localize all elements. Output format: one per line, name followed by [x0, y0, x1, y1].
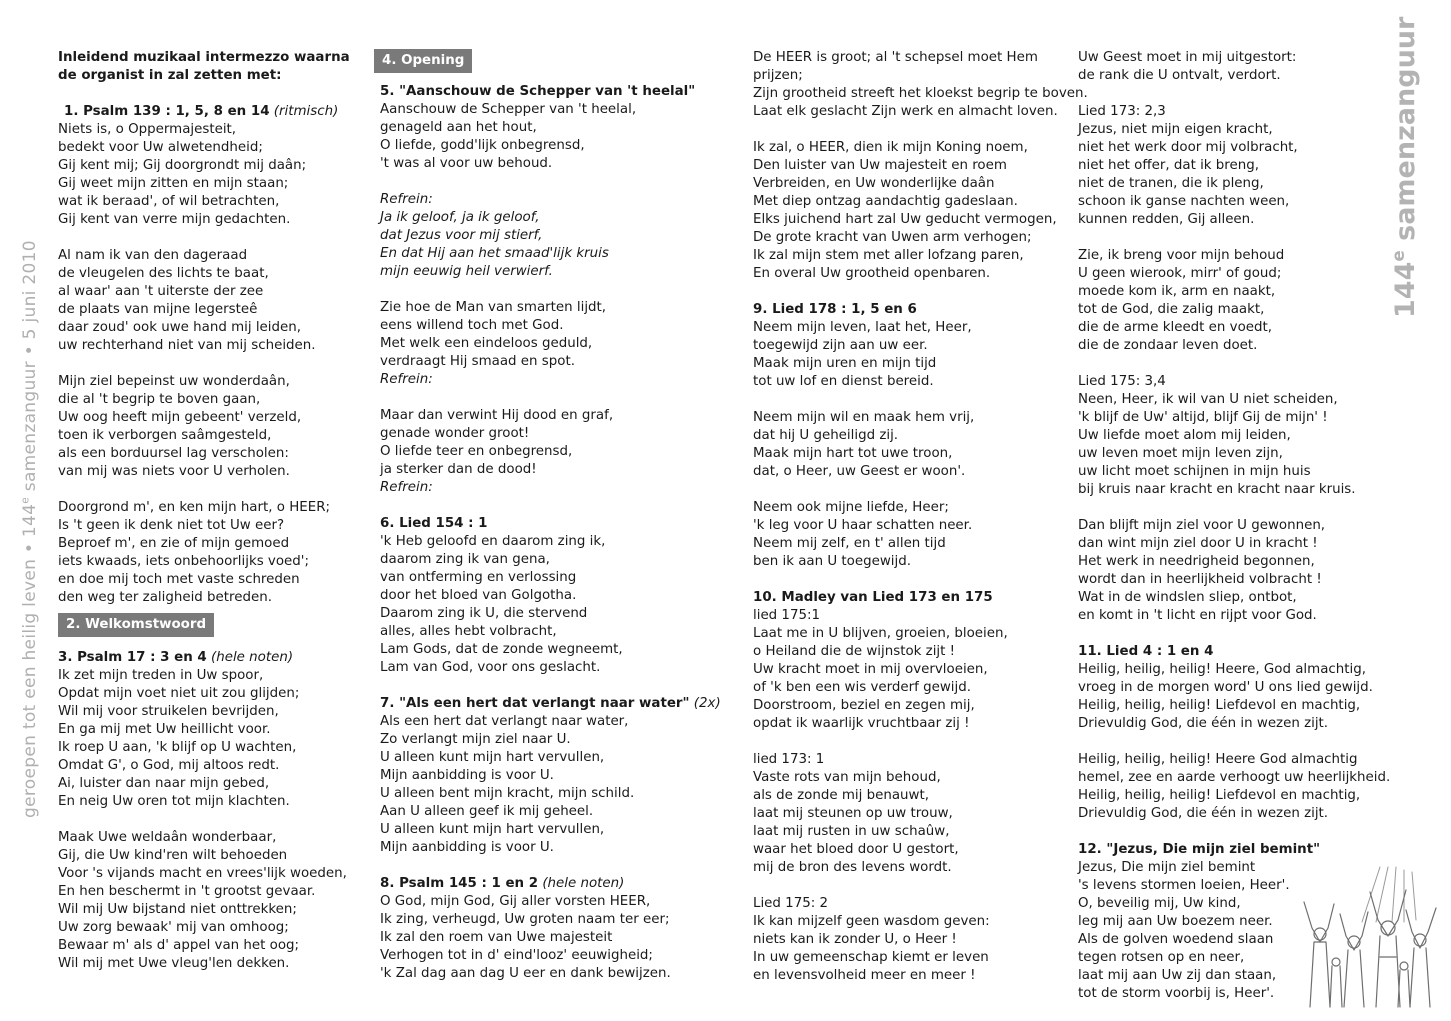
- lyric-line: Neem ook mijne liefde, Heer;: [753, 500, 949, 515]
- lyric-line: Neem mijn leven, laat het, Heer,: [753, 320, 972, 335]
- lyric-line: Mijn ziel bepeinst uw wonderdaân,: [58, 374, 290, 389]
- column-3: [753, 49, 1088, 985]
- lyric-line: en komt in 't licht en rijpt voor God.: [1078, 608, 1317, 623]
- lyric-line: Lam van God, voor ons geslacht.: [380, 660, 601, 675]
- lyric-line: Ik kan mijzelf geen wasdom geven:: [753, 914, 990, 929]
- verse: [753, 499, 1088, 571]
- side-caption-number: 144: [20, 503, 40, 538]
- lyric-line: Opdat mijn voet niet uit zou glijden;: [58, 686, 300, 701]
- lyric-line: de plaats van mijne legersteê: [58, 302, 258, 317]
- lyric-line: Wil mij Uw bijstand niet onttrekken;: [58, 902, 297, 917]
- lyric-line: opdat ik waarlijk vruchtbaar zij !: [753, 716, 970, 731]
- section-heading-welkomstwoord: 2. Welkomstwoord: [58, 613, 214, 637]
- lyric-line: Heilig, heilig, heilig! Heere, God almachtig,: [1078, 662, 1366, 677]
- side-caption-part1: geroepen tot een heilig leven: [20, 558, 40, 818]
- lyric-line: mij de bron des levens wordt.: [753, 860, 952, 875]
- lyric-line: Ja ik geloof, ja ik geloof,: [380, 210, 540, 225]
- lyric-line: Gij weet mijn zitten en mijn staan;: [58, 176, 289, 191]
- lyric-line: tot de God, die zalig maakt,: [1078, 302, 1265, 317]
- lyric-line: 's levens stormen loeien, Heer'.: [1078, 878, 1290, 893]
- verse: [58, 247, 350, 355]
- lyric-line: ja sterker dan de dood!: [380, 462, 537, 477]
- lyric-line: daarom zing ik van gena,: [380, 552, 550, 567]
- lyric-line: Maar dan verwint Hij dood en graf,: [380, 408, 614, 423]
- lyric-line: Ik zal den roem van Uwe majesteit: [380, 930, 613, 945]
- lyric-line: Voor 's vijands macht en vrees'lijk woeden,: [58, 866, 347, 881]
- lyric-line: Niets is, o Oppermajesteit,: [58, 122, 237, 137]
- lyric-line: uw leven moet mijn leven zijn,: [1078, 446, 1283, 461]
- lyric-line: tot uw lof en dienst bereid.: [753, 374, 934, 389]
- song-title-7: [380, 695, 721, 713]
- lyric-line: hemel, zee en aarde verhoogt uw heerlijkheid.: [1078, 770, 1391, 785]
- lyric-line: Doorstroom, beziel en zegen mij,: [753, 698, 975, 713]
- worship-illustration-icon: [1292, 862, 1442, 1012]
- lyric-line: Uw zorg bewaak' mij van omhoog;: [58, 920, 289, 935]
- song-title-12: 12. "Jezus, Die mijn ziel bemint": [1078, 842, 1321, 857]
- lyric-line: Maak mijn hart tot uwe troon,: [753, 446, 953, 461]
- lyric-line: Is 't geen ik denk niet tot Uw eer?: [58, 518, 285, 533]
- lyric-line: die al 't begrip te boven gaan,: [58, 392, 261, 407]
- lyric-line: verdraagt Hij smaad en spot.: [380, 354, 575, 369]
- lyric-line: dat hij U geheiligd zij.: [753, 428, 899, 443]
- lyric-line: kunnen redden, Gij alleen.: [1078, 212, 1255, 227]
- lyric-line: daar zoud' ook uwe hand mij leiden,: [58, 320, 301, 335]
- verse: [1078, 121, 1390, 229]
- lyric-line: bedekt voor Uw alwetendheid;: [58, 140, 263, 155]
- lyric-line: die de zondaar leven doet.: [1078, 338, 1258, 353]
- verse: [1078, 661, 1390, 733]
- song-title-8: [380, 875, 721, 893]
- verse: [58, 499, 350, 607]
- lyric-line: uw rechterhand niet van mij scheiden.: [58, 338, 316, 353]
- lyric-line: niet het offer, dat ik breng,: [1078, 158, 1259, 173]
- lyric-line: wordt dan in heerlijkheid volbracht !: [1078, 572, 1322, 587]
- side-caption-separator: •: [20, 542, 40, 554]
- lyric-line: toegewijd zijn aan uw eer.: [753, 338, 928, 353]
- lyric-line: dat, o Heer, uw Geest er woon'.: [753, 464, 966, 479]
- lyric-line: niet het werk door mij volbracht,: [1078, 140, 1298, 155]
- lyric-line: niets kan ik zonder U, o Heer !: [753, 932, 957, 947]
- lyric-line: wat ik beraad', of wil betrachten,: [58, 194, 280, 209]
- lyric-line: mijn eeuwig heil verwierf.: [380, 264, 553, 279]
- verse: [380, 893, 721, 983]
- sub-song-label: Lied 175: 3,4: [1078, 374, 1166, 389]
- lyric-line: O God, mijn God, Gij aller vorsten HEER,: [380, 894, 651, 909]
- side-caption-date: 5 juni 2010: [20, 240, 40, 340]
- lyric-line: 't was al voor uw behoud.: [380, 156, 553, 171]
- lyric-line: De HEER is groot; al 't schepsel moet Hem: [753, 50, 1038, 65]
- lyric-line: Uw Geest moet in mij uitgestort:: [1078, 50, 1297, 65]
- verse: [753, 319, 1088, 391]
- lyric-line: de vleugelen des lichts te baat,: [58, 266, 269, 281]
- column-4: [1078, 49, 1390, 1003]
- lyric-line: Als een hert dat verlangt naar water,: [380, 714, 629, 729]
- side-caption-superscript: e: [19, 496, 32, 504]
- verse: [753, 625, 1088, 733]
- lyric-line: Jezus, Die mijn ziel bemint: [1078, 860, 1256, 875]
- lyric-line: Verbreiden, en Uw wonderlijke daân: [753, 176, 995, 191]
- lyric-line: Zijn grootheid streeft het kloekst begrip te boven.: [753, 86, 1088, 101]
- lyric-line: tegen rotsen op en neer,: [1078, 950, 1245, 965]
- lyric-line: van mij was niets voor U verholen.: [58, 464, 290, 479]
- lyric-line: Gij kent mij; Gij doorgrondt mij daân;: [58, 158, 307, 173]
- lyric-line: laat mij steunen op uw trouw,: [753, 806, 953, 821]
- side-caption-separator: •: [20, 345, 40, 356]
- lyric-line: Met welk een eindeloos geduld,: [380, 336, 593, 351]
- sub-song-label: lied 173: 1: [753, 752, 825, 767]
- lyric-line: Met diep ontzag aandachtig gadeslaan.: [753, 194, 1018, 209]
- lyric-line: Gij kent van verre mijn gedachten.: [58, 212, 291, 227]
- verse: [58, 829, 350, 973]
- lyric-line: Beproef m', en zie of mijn gemoed: [58, 536, 290, 551]
- intro-text: [58, 49, 350, 85]
- lyric-line: Neen, Heer, ik wil van U niet scheiden,: [1078, 392, 1338, 407]
- lyric-line: En ga mij met Uw heillicht voor.: [58, 722, 271, 737]
- lyric-line: En hen beschermt in 't grootst gevaar.: [58, 884, 316, 899]
- lyric-line: Vaste rots van mijn behoud,: [753, 770, 941, 785]
- lyric-line: Uw liefde moet alom mij leiden,: [1078, 428, 1291, 443]
- lyric-line: Al nam ik van den dageraad: [58, 248, 248, 263]
- lyric-line: Elks juichend hart zal Uw geducht vermogen,: [753, 212, 1057, 227]
- song-title-10: 10. Madley van Lied 173 en 175: [753, 590, 993, 605]
- lyric-line: Ik roep U aan, 'k blijf op U wachten,: [58, 740, 297, 755]
- lyric-line: toen ik verborgen saâmgesteld,: [58, 428, 272, 443]
- lyric-line: en levensvolheid meer en meer !: [753, 968, 976, 983]
- verse: [1078, 49, 1390, 85]
- lyric-line: Heilig, heilig, heilig! Heere God almachtig: [1078, 752, 1358, 767]
- verse: [380, 101, 721, 173]
- lyric-line: dan wint mijn ziel door U in kracht !: [1078, 536, 1318, 551]
- sub-song-label: Lied 173: 2,3: [1078, 104, 1166, 119]
- section-heading-opening: 4. Opening: [374, 49, 472, 73]
- lyric-line: van ontferming en verlossing: [380, 570, 577, 585]
- refrain-label: Refrein:: [380, 480, 433, 495]
- intro-line: de organist in zal zetten met:: [58, 68, 282, 83]
- side-caption-event: samenzanguur: [20, 361, 40, 497]
- song-title-text: 8. Psalm 145 : 1 en 2: [380, 876, 539, 891]
- lyric-line: al waar' aan 't uiterste der zee: [58, 284, 264, 299]
- song-note: (2x): [693, 696, 721, 711]
- lyric-line: Neem mij zelf, en t' allen tijd: [753, 536, 946, 551]
- song-title-11: 11. Lied 4 : 1 en 4: [1078, 644, 1214, 659]
- lyric-line: genageld aan het hout,: [380, 120, 537, 135]
- lyric-line: als een borduursel lag verscholen:: [58, 446, 289, 461]
- lyric-line: Ik zal, o HEER, dien ik mijn Koning noem,: [753, 140, 1028, 155]
- lyric-line: 'k Zal dag aan dag U eer en dank bewijzen.: [380, 966, 671, 981]
- lyric-line: Neem mijn wil en maak hem vrij,: [753, 410, 975, 425]
- lyric-line: Maak Uwe weldaân wonderbaar,: [58, 830, 277, 845]
- verse: [380, 299, 721, 371]
- verse: [380, 407, 721, 479]
- lyric-line: niet de tranen, die ik pleng,: [1078, 176, 1264, 191]
- lyric-line: En overal Uw grootheid openbaren.: [753, 266, 991, 281]
- column-1: [58, 49, 350, 973]
- lyric-line: of 'k ben een wis verderf gewijd.: [753, 680, 971, 695]
- lyric-line: U alleen bent mijn kracht, mijn schild.: [380, 786, 635, 801]
- lyric-line: laat mij aan Uw zij dan staan,: [1078, 968, 1277, 983]
- lyric-line: moede kom ik, arm en naakt,: [1078, 284, 1276, 299]
- lyric-line: Uw kracht moet in mij overvloeien,: [753, 662, 988, 677]
- lyric-line: En neig Uw oren tot mijn klachten.: [58, 794, 290, 809]
- lyric-line: 'k leg voor U haar schatten neer.: [753, 518, 973, 533]
- song-title-9: 9. Lied 178 : 1, 5 en 6: [753, 302, 917, 317]
- lyric-line: eens willend toch met God.: [380, 318, 564, 333]
- verse: [380, 713, 721, 857]
- lyric-line: U alleen kunt mijn hart vervullen,: [380, 750, 605, 765]
- lyric-line: Drievuldig God, die één in wezen zijt.: [1078, 806, 1329, 821]
- intro-line: Inleidend muzikaal intermezzo waarna: [58, 50, 350, 65]
- verse: [58, 121, 350, 229]
- song-title-3: [58, 649, 350, 667]
- lyric-line: U geen wierook, mirr' of goud;: [1078, 266, 1282, 281]
- verse: [753, 49, 1088, 121]
- refrain-label: Refrein:: [380, 372, 433, 387]
- lyric-line: uw licht moet schijnen in mijn huis: [1078, 464, 1311, 479]
- lyric-line: dat Jezus voor mij stierf,: [380, 228, 543, 243]
- lyric-line: Omdat G', o God, mij altoos redt.: [58, 758, 280, 773]
- verse: [1078, 751, 1390, 823]
- side-title-number: 144: [1390, 261, 1421, 318]
- lyric-line: Laat elk geslacht Zijn werk en almacht loven.: [753, 104, 1058, 119]
- lyric-line: alles, alles hebt volbracht,: [380, 624, 557, 639]
- lyric-line: prijzen;: [753, 68, 803, 83]
- lyric-line: Drievuldig God, die één in wezen zijt.: [1078, 716, 1329, 731]
- lyric-line: U alleen kunt mijn hart vervullen,: [380, 822, 605, 837]
- lyric-line: Zie, ik breng voor mijn behoud: [1078, 248, 1285, 263]
- lyric-line: Aan U alleen geef ik mij geheel.: [380, 804, 594, 819]
- verse: [1078, 517, 1390, 625]
- lyric-line: Uw oog heeft mijn gebeent' verzeld,: [58, 410, 302, 425]
- lyric-line: 'k blijf de Uw' altijd, blijf Gij de mijn' !: [1078, 410, 1328, 425]
- lyric-line: vroeg in de morgen word' U ons lied gewijd.: [1078, 680, 1373, 695]
- lyric-line: 'k Heb geloofd en daarom zing ik,: [380, 534, 606, 549]
- lyric-line: De grote kracht van Uwen arm verhogen;: [753, 230, 1032, 245]
- lyric-line: Lam Gods, dat de zonde wegneemt,: [380, 642, 623, 657]
- verse: [58, 373, 350, 481]
- song-title-1: [58, 103, 350, 121]
- lyric-line: laat mij rusten in uw schaûw,: [753, 824, 950, 839]
- refrain-label: Refrein:: [380, 192, 433, 207]
- song-title-6: 6. Lied 154 : 1: [380, 516, 488, 531]
- song-note: (hele noten): [211, 650, 294, 665]
- lyric-line: Mijn aanbidding is voor U.: [380, 840, 554, 855]
- verse: [753, 913, 1088, 985]
- lyric-line: die de arme kleedt en voedt,: [1078, 320, 1273, 335]
- lyric-line: In uw gemeenschap kiemt er leven: [753, 950, 989, 965]
- verse: [380, 533, 721, 677]
- lyric-line: O, beveilig mij, Uw kind,: [1078, 896, 1241, 911]
- verse: [753, 139, 1088, 283]
- sub-song-label: lied 175:1: [753, 608, 821, 623]
- lyric-line: Als de golven woedend slaan: [1078, 932, 1274, 947]
- song-title-text: 7. "Als een hert dat verlangt naar water": [380, 696, 690, 711]
- lyric-line: Doorgrond m', en ken mijn hart, o HEER;: [58, 500, 331, 515]
- lyric-line: leg mij aan Uw boezem neer.: [1078, 914, 1273, 929]
- song-title-5: 5. "Aanschouw de Schepper van 't heelal": [380, 84, 696, 99]
- lyric-line: Dan blijft mijn ziel voor U gewonnen,: [1078, 518, 1326, 533]
- lyric-line: Mijn aanbidding is voor U.: [380, 768, 554, 783]
- song-note: (ritmisch): [273, 104, 339, 119]
- side-caption-left: [20, 240, 40, 818]
- lyric-line: genade wonder groot!: [380, 426, 530, 441]
- verse: [1078, 247, 1390, 355]
- lyric-line: Wil mij voor struikelen bevrijden,: [58, 704, 279, 719]
- lyric-line: Heilig, heilig, heilig! Liefdevol en machtig,: [1078, 698, 1361, 713]
- lyric-line: Wat in de windslen sliep, ontbot,: [1078, 590, 1297, 605]
- lyric-line: O liefde, godd'lijk onbegrensd,: [380, 138, 585, 153]
- song-title-text: 3. Psalm 17 : 3 en 4: [58, 650, 207, 665]
- verse: [58, 667, 350, 811]
- lyric-line: waar het bloed door U gestort,: [753, 842, 959, 857]
- lyric-line: de rank die U ontvalt, verdort.: [1078, 68, 1281, 83]
- lyric-line: Heilig, heilig, heilig! Liefdevol en machtig,: [1078, 788, 1361, 803]
- lyric-line: iets kwaads, iets onbehoorlijks voed';: [58, 554, 309, 569]
- lyric-line: Ik zing, verheugd, Uw groten naam ter eer;: [380, 912, 670, 927]
- lyric-line: bij kruis naar kracht en kracht naar kruis.: [1078, 482, 1356, 497]
- lyric-line: Gij, die Uw kind'ren wilt behoeden: [58, 848, 288, 863]
- lyric-line: Wil mij met Uwe vleug'len dekken.: [58, 956, 290, 971]
- lyric-line: Het werk in needrigheid begonnen,: [1078, 554, 1315, 569]
- lyric-line: ben ik aan U toegewijd.: [753, 554, 911, 569]
- lyric-line: Zo verlangt mijn ziel naar U.: [380, 732, 571, 747]
- lyric-line: Bewaar m' als d' appel van het oog;: [58, 938, 300, 953]
- lyric-line: En dat Hij aan het smaad'lijk kruis: [380, 246, 609, 261]
- side-caption-right: [1390, 17, 1421, 318]
- lyric-line: schoon ik ganse nachten ween,: [1078, 194, 1290, 209]
- side-title-text: samenzanguur: [1390, 16, 1421, 251]
- side-title-superscript: e: [1388, 250, 1408, 262]
- lyric-line: tot de storm voorbij is, Heer'.: [1078, 986, 1275, 1001]
- lyric-line: Jezus, niet mijn eigen kracht,: [1078, 122, 1273, 137]
- sub-song-label: Lied 175: 2: [753, 896, 829, 911]
- lyric-line: Daarom zing ik U, die stervend: [380, 606, 588, 621]
- lyric-line: Zie hoe de Man van smarten lijdt,: [380, 300, 607, 315]
- song-title-text: 1. Psalm 139 : 1, 5, 8 en 14: [64, 104, 270, 119]
- lyric-line: den weg ter zaligheid betreden.: [58, 590, 272, 605]
- song-note: (hele noten): [542, 876, 625, 891]
- lyric-line: als de zonde mij benauwt,: [753, 788, 929, 803]
- lyric-line: Verhogen tot in d' eind'looz' eeuwigheid;: [380, 948, 653, 963]
- lyric-line: Laat me in U blijven, groeien, bloeien,: [753, 626, 1008, 641]
- lyric-line: Ik zal mijn stem met aller lofzang paren,: [753, 248, 1024, 263]
- lyric-line: Aanschouw de Schepper van 't heelal,: [380, 102, 637, 117]
- lyric-line: O liefde teer en onbegrensd,: [380, 444, 573, 459]
- refrain: [380, 209, 721, 281]
- lyric-line: Ik zet mijn treden in Uw spoor,: [58, 668, 264, 683]
- lyric-line: door het bloed van Golgotha.: [380, 588, 577, 603]
- verse: [753, 769, 1088, 877]
- lyric-line: en doe mij toch met vaste schreden: [58, 572, 300, 587]
- lyric-line: o Heiland die de wijnstok zijt !: [753, 644, 956, 659]
- verse: [1078, 391, 1390, 499]
- lyric-line: Ai, luister dan naar mijn gebed,: [58, 776, 270, 791]
- verse: [753, 409, 1088, 481]
- lyric-line: Maak mijn uren en mijn tijd: [753, 356, 937, 371]
- column-2: [374, 49, 721, 983]
- lyric-line: Den luister van Uw majesteit en roem: [753, 158, 1007, 173]
